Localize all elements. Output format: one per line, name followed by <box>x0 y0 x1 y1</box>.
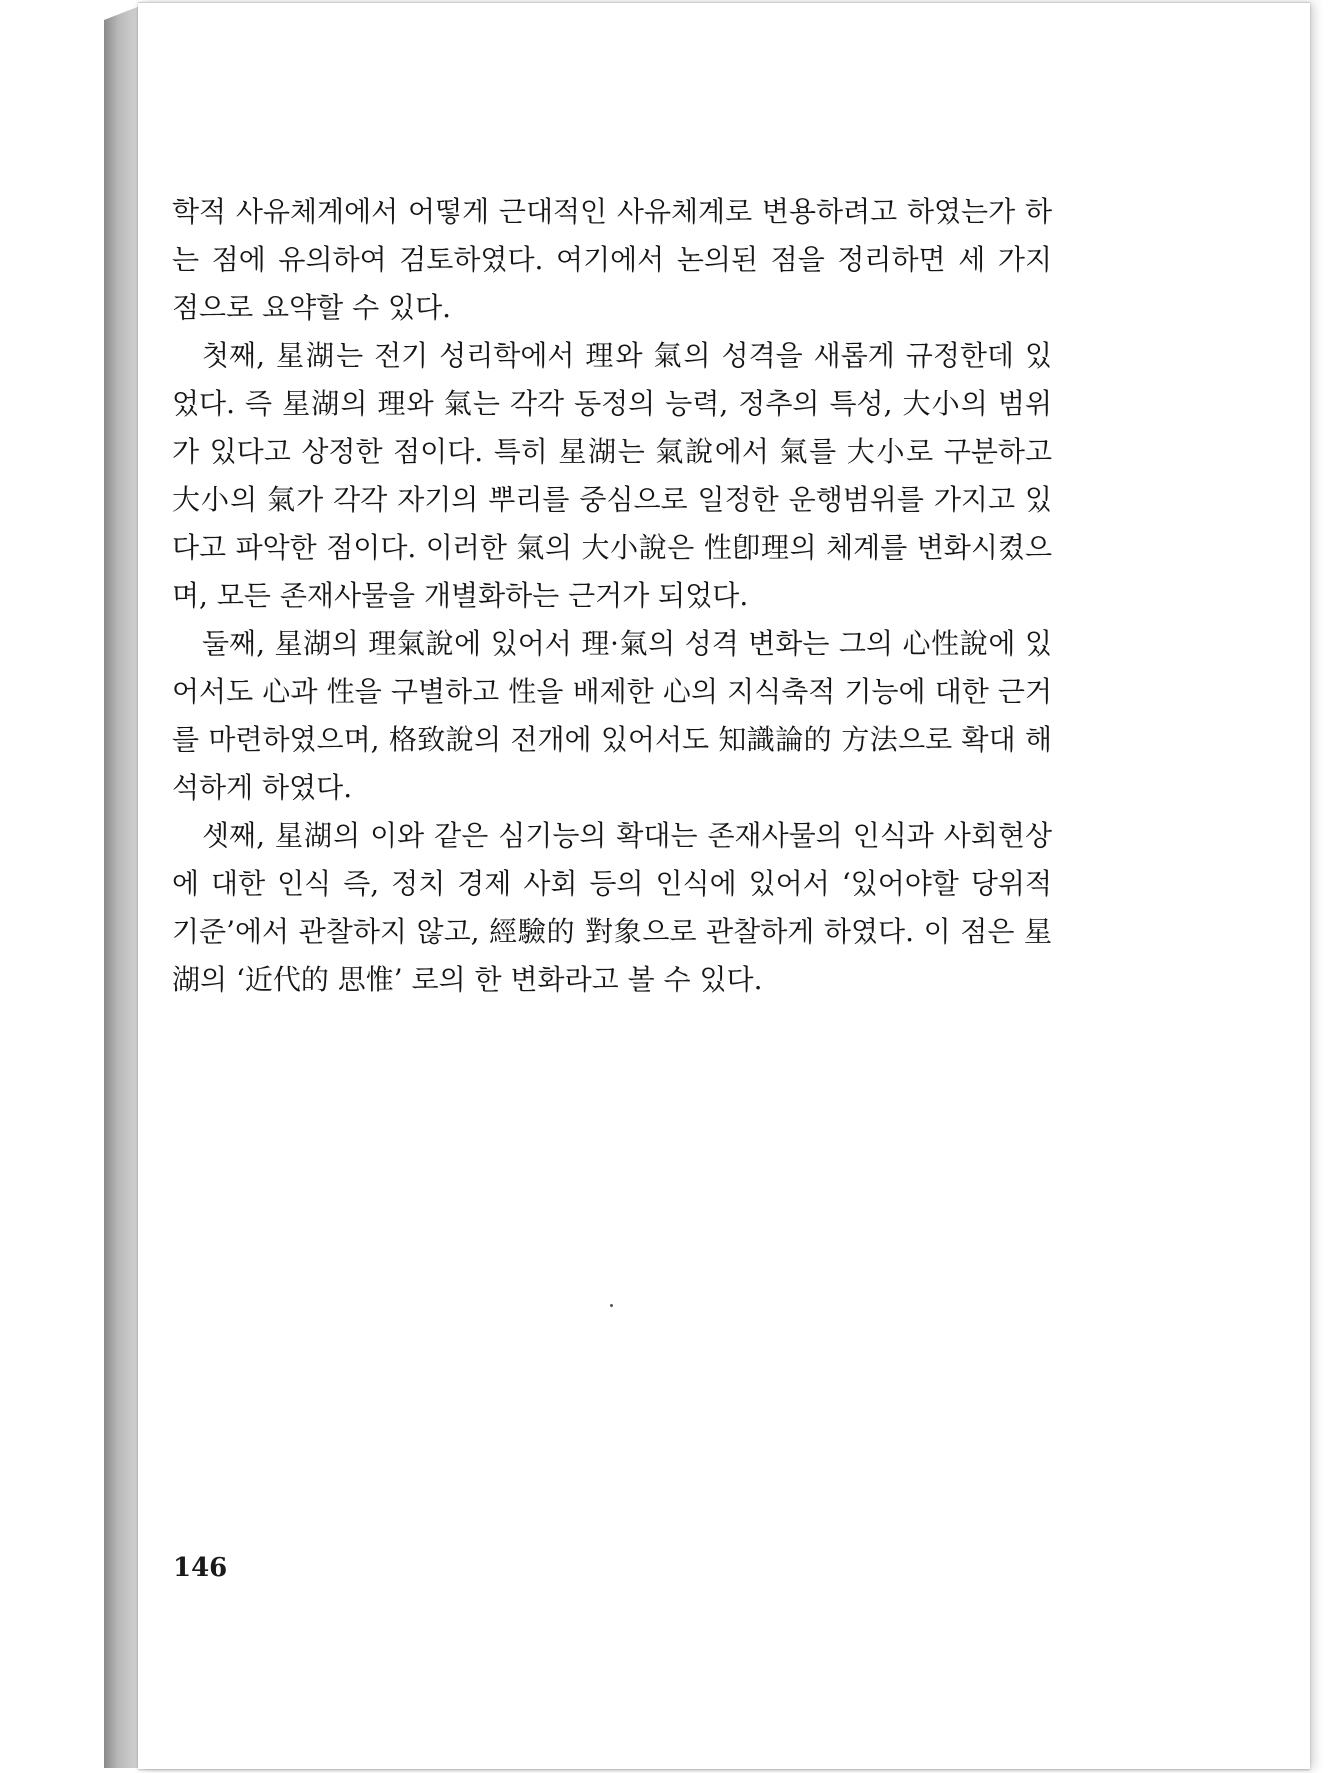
body-text <box>172 188 1052 1004</box>
dust-speck <box>610 1304 613 1307</box>
paragraph-continued: 학적 사유체계에서 어떻게 근대적인 사유체계로 변용하려고 하였는가 하는 점에 유의하여 검토하였다. 여기에서 논의된 점을 정리하면 세 가지 점으로 요약할 수 있다. <box>172 195 1052 324</box>
page-number: 146 <box>173 1553 228 1583</box>
book-spine <box>104 6 140 1768</box>
page-edge <box>1298 9 1320 1769</box>
paragraph-second-point: 둘째, 星湖의 理氣說에 있어서 理·氣의 성격 변화는 그의 心性說에 있어서도 心과 性을 구별하고 性을 배제한 心의 지식축적 기능에 대한 근거를 마련하였으며, 格致說의 전개에 있어서도 知識論的 方法으로 확대 해석하게 하였다. <box>172 627 1052 804</box>
paragraph-third-point: 셋째, 星湖의 이와 같은 심기능의 확대는 존재사물의 인식과 사회현상에 대한 인식 즉, 정치 경제 사회 등의 인식에 있어서 ‘있어야할 당위적 기준’에서 관찰하지 않고, 經驗的 對象으로 관찰하게 하였다. 이 점은 星湖의 ‘近代的 思惟’ 로의 한 변화라고 볼 수 있다. <box>172 819 1052 996</box>
paragraph-first-point: 첫째, 星湖는 전기 성리학에서 理와 氣의 성격을 새롭게 규정한데 있었다. 즉 星湖의 理와 氣는 각각 동정의 능력, 정추의 특성, 大小의 범위가 있다고 상정한 점이다. 특히 星湖는 氣說에서 氣를 大小로 구분하고 大小의 氣가 각각 자기의 뿌리를 중심으로 일정한 운행범위를 가지고 있다고 파악한 점이다. 이러한 氣의 大小說은 性卽理의 체계를 변화시켰으며, 모든 존재사물을 개별화하는 근거가 되었다. <box>172 339 1052 612</box>
